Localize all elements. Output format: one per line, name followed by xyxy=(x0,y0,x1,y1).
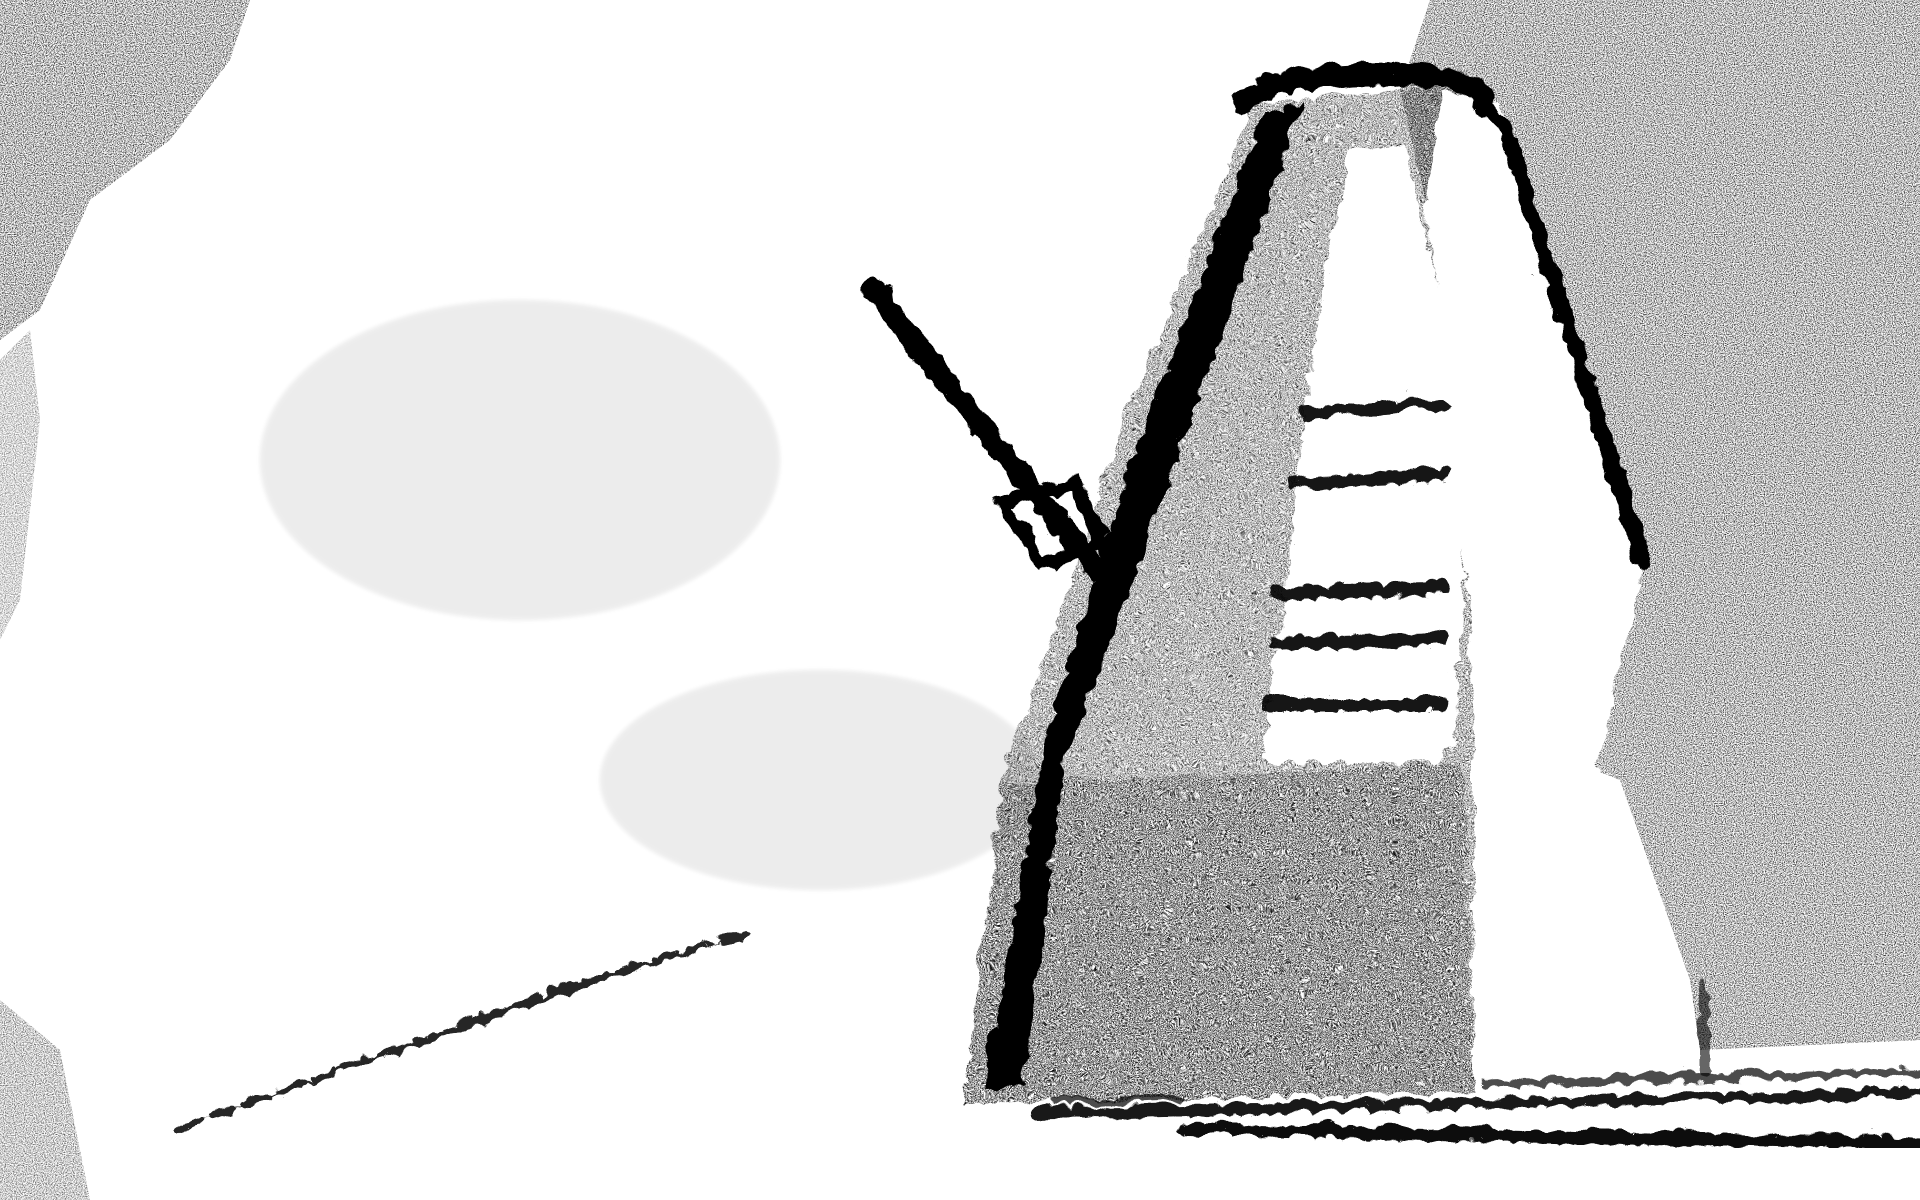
table-edge xyxy=(175,930,740,1125)
background-shading-left xyxy=(0,0,250,1200)
metronome-body xyxy=(960,70,1640,1100)
metronome-pendulum xyxy=(862,278,1100,575)
paper-smudges xyxy=(260,300,1040,890)
